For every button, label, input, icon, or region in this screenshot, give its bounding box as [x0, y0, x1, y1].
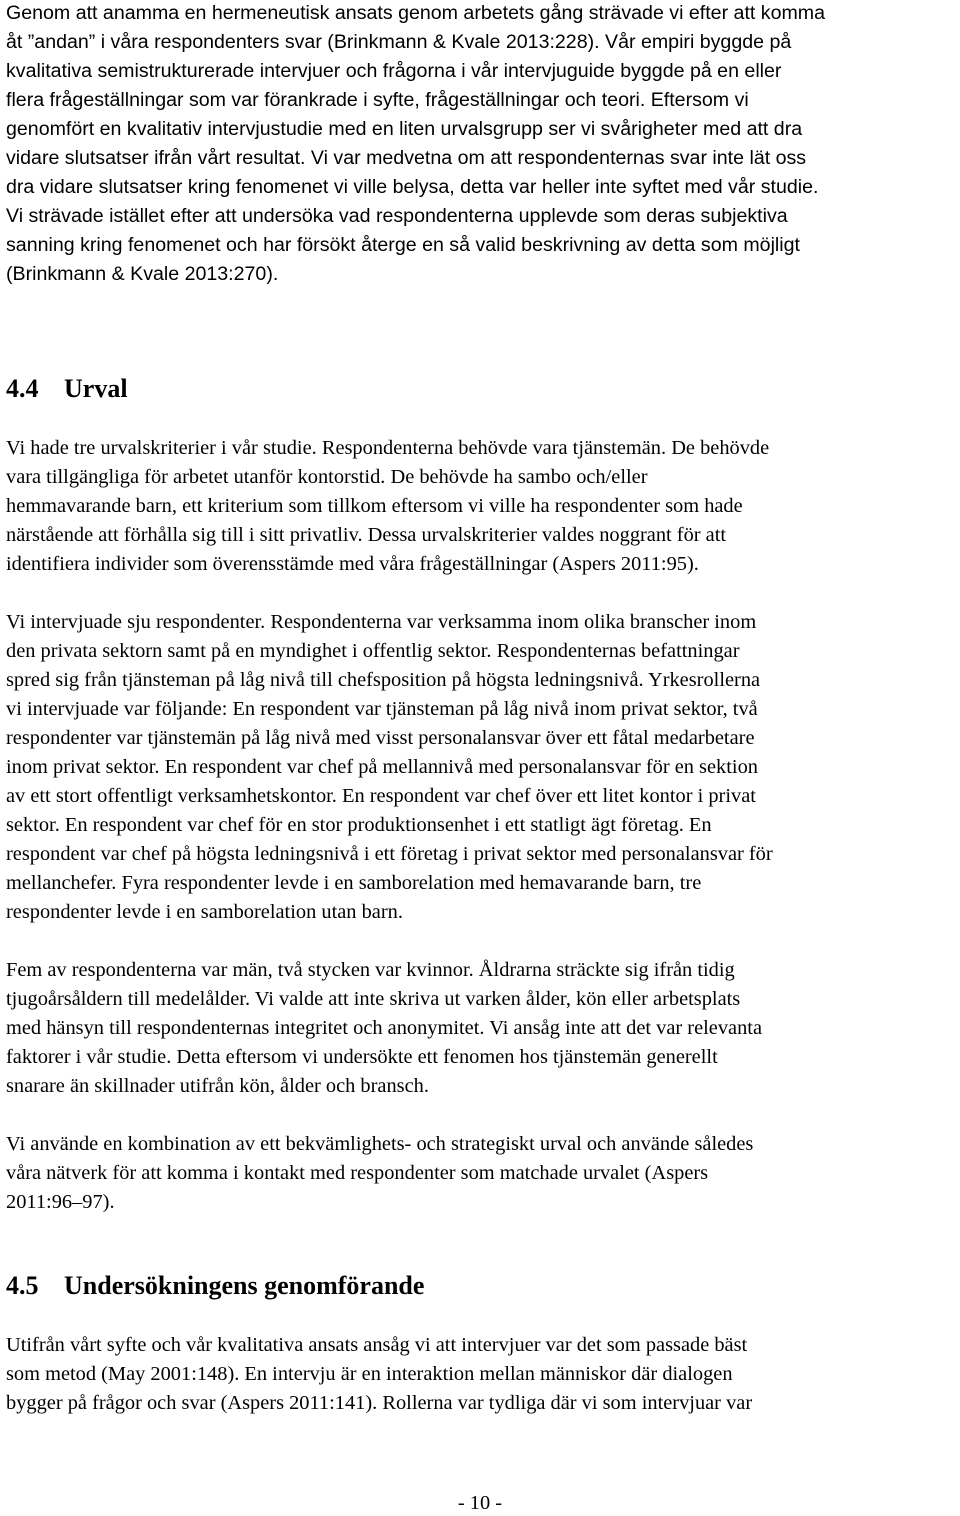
section-heading-4-5: [6, 1270, 954, 1302]
section-heading-4-4: [6, 373, 954, 405]
section-number: 4.5: [6, 1271, 39, 1300]
section-title: Undersökningens genomförande: [64, 1271, 425, 1300]
section-number: 4.4: [6, 374, 39, 403]
page-number: - 10 -: [457, 1492, 503, 1514]
urval-paragraph-2: Vi intervjuade sju respondenter. Respondenterna var verksamma inom olika branscher inom den privata sektorn samt på en myndighet i offentlig sektor. Respondenternas befattningar spred sig från tjänsteman på låg nivå till chefsposition på högsta ledningsnivå. Yrkesrollerna vi intervjuade var följande: En respondent var tjänsteman på låg nivå inom privat sektor, två respondenter var tjänstemän på låg nivå med visst personalansvar över ett fåtal medarbetare inom privat sektor. En respondent var chef på mellannivå med personalansvar för en sektion av ett stort offentligt verksamhetskontor. En respondent var chef över ett litet kontor i privat sektor. En respondent var chef för en stor produktionsenhet i ett statligt ägt företag. En respondent var chef på högsta ledningsnivå i ett företag i privat sektor med personalansvar för mellanchefer. Fyra respondenter levde i en samborelation med hemavarande barn, tre respondenter levde i en samborelation utan barn.: [6, 611, 773, 923]
genomforande-paragraph: Utifrån vårt syfte och vår kvalitativa ansats ansåg vi att intervjuer var det som passade bäst som metod (May 2001:148). En intervju är en interaktion mellan människor där dialogen bygger på frågor och svar (Aspers 2011:141). Rollerna var tydliga där vi som intervjuar var: [6, 1334, 753, 1414]
urval-paragraph-3: Fem av respondenterna var män, två stycken var kvinnor. Åldrarna sträckte sig ifrån tidig tjugoårsåldern till medelålder. Vi valde att inte skriva ut varken ålder, kön eller arbetsplats med hänsyn till respondenternas integritet och anonymitet. Vi ansåg inte att det var relevanta faktorer i vår studie. Detta eftersom vi undersökte ett fenomen hos tjänstemän generellt snarare än skillnader utifrån kön, ålder och bransch.: [6, 959, 763, 1097]
urval-paragraph-1: Vi hade tre urvalskriterier i vår studie. Respondenterna behövde vara tjänstemän. De behövde vara tillgängliga för arbetet utanför kontorstid. De behövde ha sambo och/eller hemmavarande barn, ett kriterium som tillkom eftersom vi ville ha respondenter som hade närstående att förhålla sig till i sitt privatliv. Dessa urvalskriterier valdes noggrant för att identifiera individer som överensstämde med våra frågeställningar (Aspers 2011:95).: [6, 437, 770, 575]
urval-paragraph-4: Vi använde en kombination av ett bekvämlighets- och strategiskt urval och använde således våra nätverk för att komma i kontakt med respondenter som matchade urvalet (Aspers 2011:96–97).: [6, 1133, 754, 1213]
section-title: Urval: [64, 374, 128, 403]
document-page: [6, 0, 954, 1418]
intro-paragraph: Genom att anamma en hermeneutisk ansats genom arbetets gång strävade vi efter att komma åt ”andan” i våra respondenters svar (Brinkmann & Kvale 2013:228). Vår empiri byggde på kvalitativa semistrukturerade intervjuer och frågorna i vår intervjuguide byggde på en eller flera frågeställningar som var förankrade i syfte, frågeställningar och teori. Eftersom vi genomfört en kvalitativ intervjustudie med en liten urvalsgrupp ser vi svårigheter med att dra vidare slutsatser ifrån vårt resultat. Vi var medvetna om att respondenternas svar inte lät oss dra vidare slutsatser kring fenomenet vi ville belysa, detta var heller inte syftet med vår studie. Vi strävade istället efter att undersöka vad respondenterna upplevde som deras subjektiva sanning kring fenomenet och har försökt återge en så valid beskrivning av detta som möjligt (Brinkmann & Kvale 2013:270).: [6, 2, 826, 285]
